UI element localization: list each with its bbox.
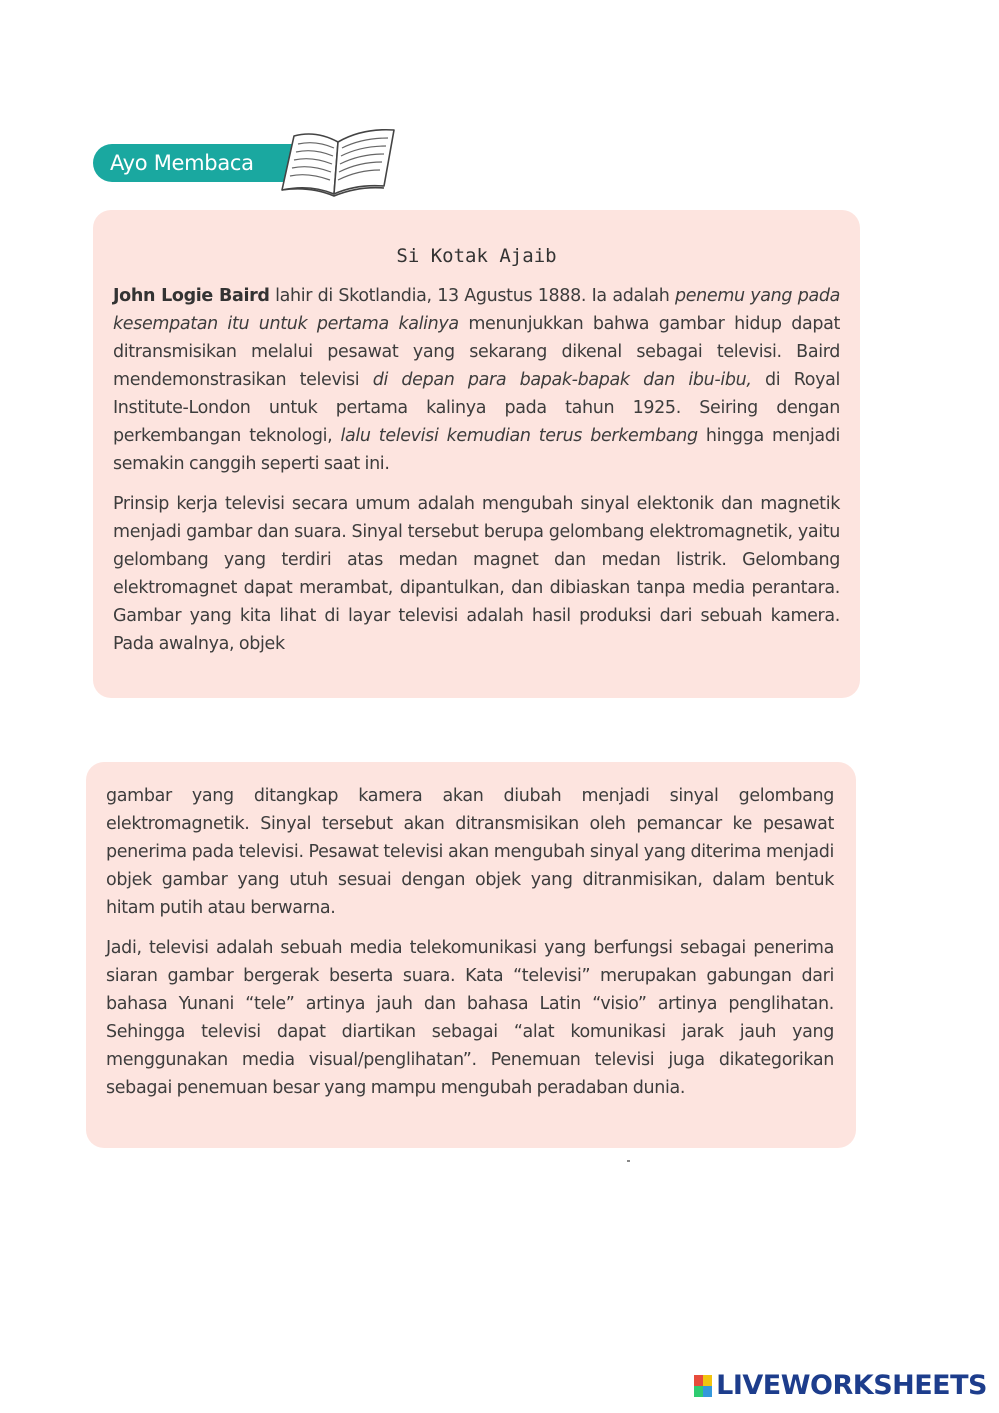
paragraph-1: [113, 282, 840, 478]
paragraph-1-text-b: menunjukkan bahwa gambar hidup dapat ditransmisikan melalui pesawat yang sekarang dikenal sebagai televisi. Baird mendemonstrasikan televisi: [113, 314, 840, 390]
open-book-icon: [276, 126, 402, 198]
paragraph-1-text-d: hingga menjadi semakin canggih seperti saat ini.: [113, 426, 840, 474]
paragraph-1-italic-b: di depan para bapak-bapak dan ibu-ibu,: [372, 370, 752, 390]
inventor-name: John Logie Baird: [113, 286, 270, 306]
story-card-1: [93, 210, 860, 698]
banner-label: Ayo Membaca: [110, 151, 254, 175]
paragraph-1-text-a: lahir di Skotlandia, 13 Agustus 1888. Ia adalah: [269, 286, 675, 306]
story-title: Si Kotak Ajaib: [396, 245, 557, 267]
liveworksheets-logo-icon: [694, 1375, 712, 1397]
footer-brand[interactable]: [694, 1371, 987, 1401]
paragraph-2: Prinsip kerja televisi secara umum adalah mengubah sinyal elektonik dan magnetik menjadi gambar dan suara. Sinyal tersebut berupa gelombang elektromagnetik, yaitu gelombang yang terdiri atas medan magnet dan medan listrik. Gelombang elektromagnet dapat merambat, dipantulkan, dan dibiaskan tanpa media perantara. Gambar yang kita lihat di layar televisi adalah hasil produksi dari sebuah kamera. Pada awalnya, objek: [113, 494, 840, 654]
paragraph-1-text-c: di Royal Institute-London untuk pertama kalinya pada tahun 1925. Seiring dengan perkembangan teknologi,: [113, 370, 841, 446]
paragraph-3: gambar yang ditangkap kamera akan diubah menjadi sinyal gelombang elektromagnetik. Sinyal tersebut akan ditransmisikan oleh pemancar ke pesawat penerima pada televisi. Pesawat televisi akan mengubah sinyal yang diterima menjadi objek gambar yang utuh sesuai dengan objek yang ditranmisikan, dalam bentuk hitam putih atau berwarna.: [106, 786, 834, 918]
section-banner: [93, 144, 293, 182]
story-card-2: [86, 762, 856, 1148]
paragraph-1-italic-a: penemu yang pada kesempatan itu untuk pertama kalinya: [113, 286, 840, 334]
stray-mark: [627, 1160, 630, 1162]
paragraph-4: Jadi, televisi adalah sebuah media telekomunikasi yang berfungsi sebagai penerima siaran gambar bergerak beserta suara. Kata “televisi” merupakan gabungan dari bahasa Yunani “tele” artinya jauh dan bahasa Latin “visio” artinya penglihatan. Sehingga televisi dapat diartikan sebagai “alat komunikasi jarak jauh yang menggunakan media visual/penglihatan”. Penemuan televisi juga dikategorikan sebagai penemuan besar yang mampu mengubah peradaban dunia.: [106, 938, 834, 1098]
brand-name: LIVEWORKSHEETS: [716, 1370, 987, 1401]
paragraph-1-italic-c: lalu televisi kemudian terus berkembang: [340, 426, 698, 446]
